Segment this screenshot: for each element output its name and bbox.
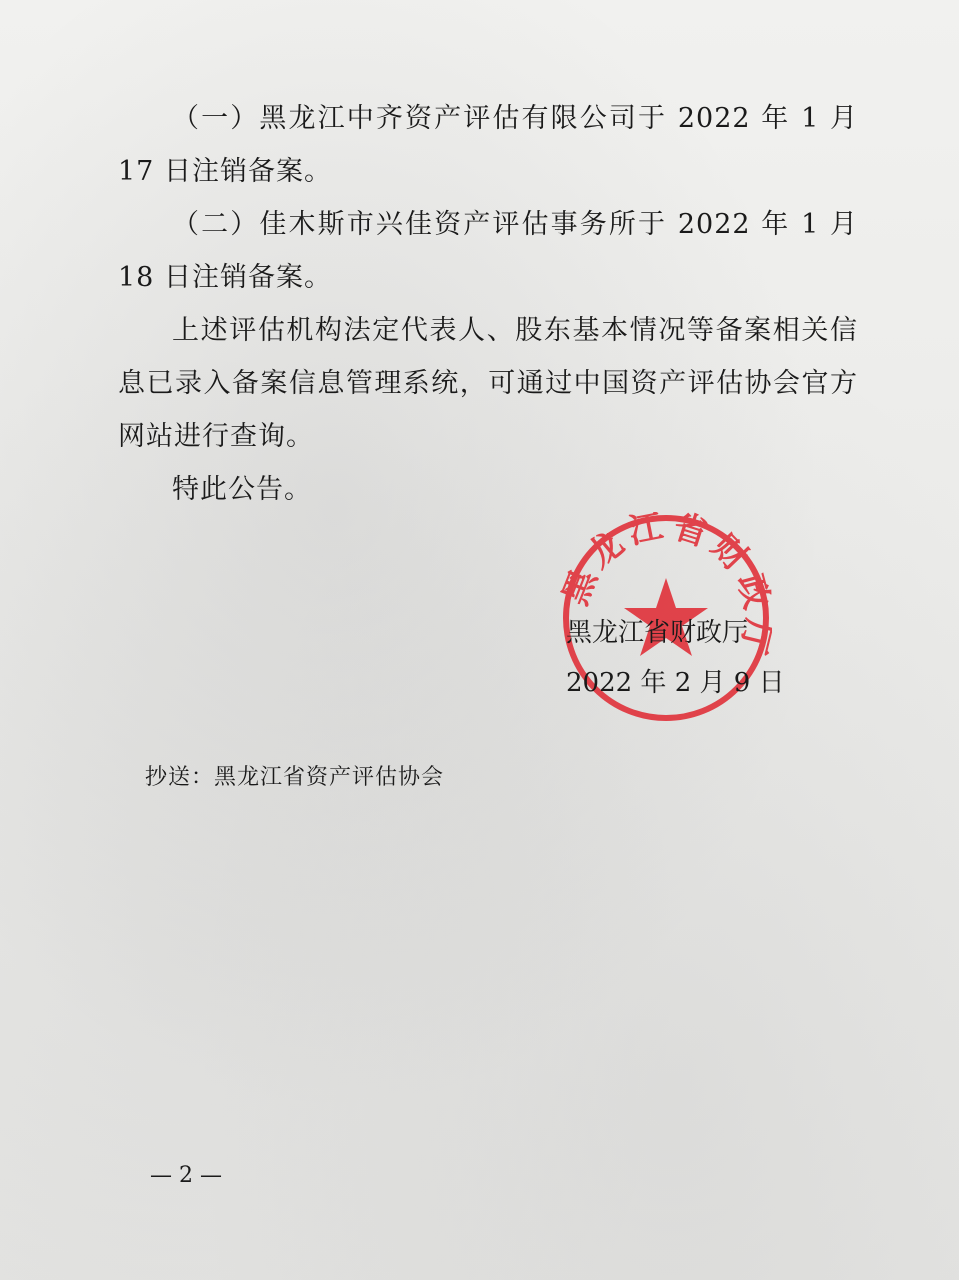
paragraph-item-1: （一）黑龙江中齐资产评估有限公司于 2022 年 1 月 17 日注销备案。	[118, 103, 858, 187]
page-number: — 2 —	[150, 1163, 222, 1188]
issue-date: 2022 年 2 月 9 日	[566, 668, 785, 698]
document-body	[118, 92, 858, 516]
issuer-name: 黑龙江省财政厅	[566, 618, 749, 648]
paragraph-notice: 上述评估机构法定代表人、股东基本情况等备案相关信息已录入备案信息管理系统，可通过中国资产评估协会官方网站进行查询。	[118, 315, 858, 452]
seal-text-path: 黑龙江省财	[560, 512, 761, 611]
paragraph-closing: 特此公告。	[172, 474, 312, 505]
paragraph-item-2: （二）佳木斯市兴佳资产评估事务所于 2022 年 1 月 18 日注销备案。	[118, 209, 858, 293]
cc-line: 抄送：黑龙江省资产评估协会	[145, 765, 445, 790]
